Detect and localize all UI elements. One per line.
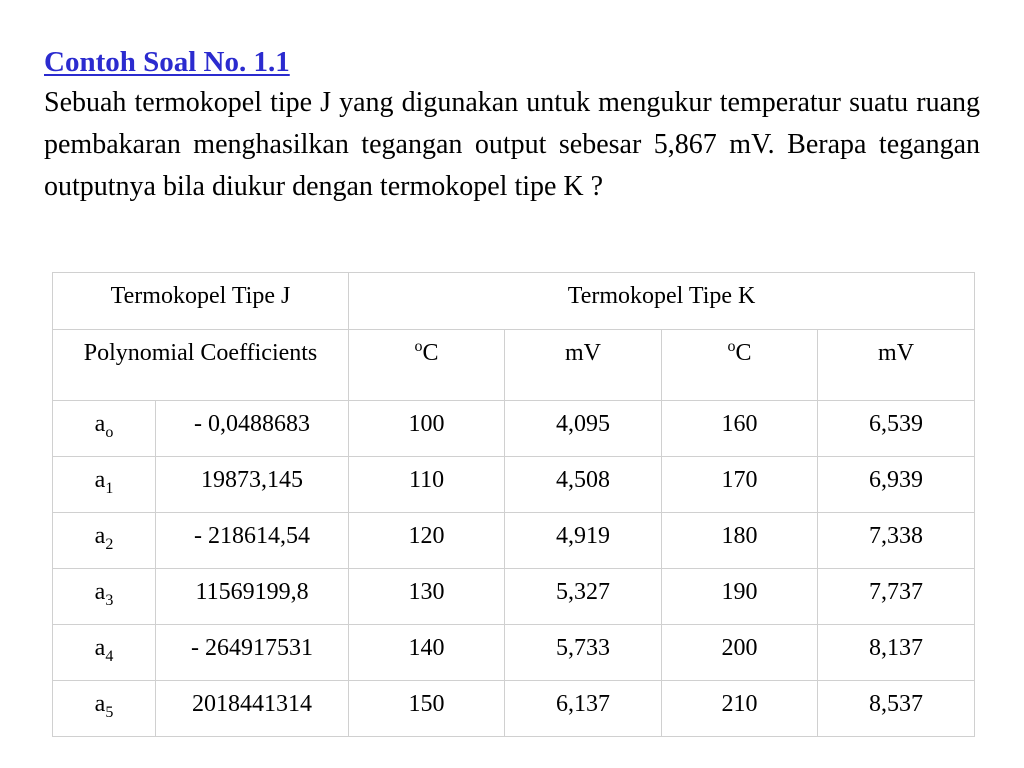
voltage-mv-cell-2: 8,137: [818, 625, 975, 681]
temp-c-cell-2: 190: [662, 569, 818, 625]
table-row: [53, 625, 975, 681]
temp-c-cell-1: 150: [349, 681, 505, 737]
coefficient-subscript: 4: [105, 647, 114, 665]
coefficient-subscript: 3: [105, 591, 114, 609]
voltage-mv-cell-2: 7,338: [818, 513, 975, 569]
temp-c-cell-1: 120: [349, 513, 505, 569]
coefficient-name-cell: [53, 401, 156, 457]
degree-sup: o: [414, 338, 423, 355]
problem-text: Sebuah termokopel tipe J yang digunakan untuk mengukur temperatur suatu ruang pembakaran menghasilkan tegangan output sebesar 5,867 mV. Berapa tegangan outputnya bila diukur dengan termokopel tipe K ?: [44, 87, 980, 202]
temp-c-cell-1: 140: [349, 625, 505, 681]
coefficient-subscript: 1: [105, 479, 114, 497]
table-row: [53, 681, 975, 737]
voltage-mv-cell-2: 6,939: [818, 457, 975, 513]
header-row-types: [53, 273, 975, 330]
header-celsius-2: [662, 330, 818, 401]
voltage-mv-cell-1: 4,919: [505, 513, 662, 569]
header-type-j: Termokopel Tipe J: [53, 273, 349, 330]
coefficient-symbol: a: [94, 467, 106, 493]
table-row: [53, 457, 975, 513]
voltage-mv-cell-1: 6,137: [505, 681, 662, 737]
data-table-container: [52, 272, 974, 734]
table-row: [53, 401, 975, 457]
voltage-mv-cell-2: 6,539: [818, 401, 975, 457]
slide-title: Contoh Soal No. 1.1: [44, 46, 290, 78]
degree-sup: o: [727, 338, 736, 355]
coefficient-value-cell: - 0,0488683: [156, 401, 349, 457]
voltage-mv-cell-1: 5,327: [505, 569, 662, 625]
coefficient-name-cell: [53, 681, 156, 737]
coefficient-name-cell: [53, 457, 156, 513]
voltage-mv-cell-1: 4,508: [505, 457, 662, 513]
coefficient-value-cell: 19873,145: [156, 457, 349, 513]
coefficient-name-cell: [53, 625, 156, 681]
temp-c-cell-2: 160: [662, 401, 818, 457]
temp-c-cell-2: 200: [662, 625, 818, 681]
coefficient-value-cell: - 218614,54: [156, 513, 349, 569]
coefficient-symbol: a: [94, 691, 106, 717]
coefficient-name-cell: [53, 569, 156, 625]
temp-c-cell-2: 180: [662, 513, 818, 569]
thermocouple-table: [52, 272, 975, 737]
header-mv-1: mV: [505, 330, 662, 401]
coefficient-symbol: a: [94, 635, 106, 661]
header-polynomial-coefficients: Polynomial Coefficients: [53, 330, 349, 401]
coefficient-symbol: a: [94, 411, 106, 437]
coefficient-subscript: 2: [105, 535, 114, 553]
header-mv-2: mV: [818, 330, 975, 401]
coefficient-value-cell: 11569199,8: [156, 569, 349, 625]
header-celsius-1: [349, 330, 505, 401]
voltage-mv-cell-1: 5,733: [505, 625, 662, 681]
celsius-label: C: [422, 340, 439, 366]
coefficient-subscript: o: [105, 423, 114, 441]
temp-c-cell-2: 170: [662, 457, 818, 513]
voltage-mv-cell-2: 7,737: [818, 569, 975, 625]
table-row: [53, 513, 975, 569]
temp-c-cell-2: 210: [662, 681, 818, 737]
coefficient-value-cell: 2018441314: [156, 681, 349, 737]
coefficient-value-cell: - 264917531: [156, 625, 349, 681]
temp-c-cell-1: 110: [349, 457, 505, 513]
header-type-k: Termokopel Tipe K: [349, 273, 975, 330]
coefficient-symbol: a: [94, 579, 106, 605]
coefficient-name-cell: [53, 513, 156, 569]
temp-c-cell-1: 130: [349, 569, 505, 625]
temp-c-cell-1: 100: [349, 401, 505, 457]
voltage-mv-cell-2: 8,537: [818, 681, 975, 737]
celsius-label: C: [735, 340, 752, 366]
header-row-units: [53, 330, 975, 401]
coefficient-subscript: 5: [105, 703, 114, 721]
coefficient-symbol: a: [94, 523, 106, 549]
voltage-mv-cell-1: 4,095: [505, 401, 662, 457]
table-row: [53, 569, 975, 625]
